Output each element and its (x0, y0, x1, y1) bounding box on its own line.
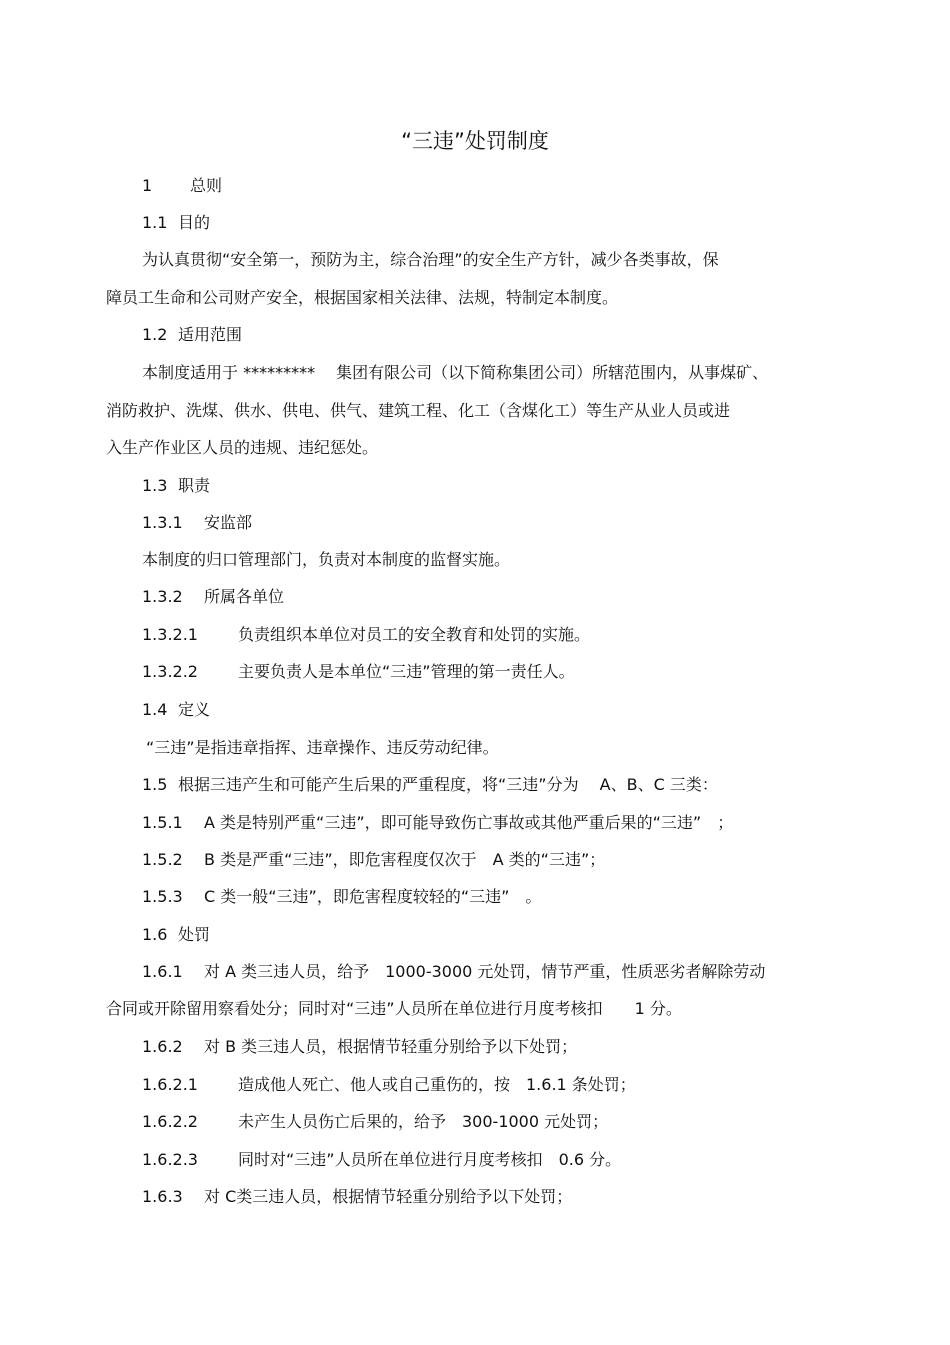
section-number: 1.6 (142, 925, 168, 944)
item-1-6-2-1 (142, 1073, 636, 1097)
heading-1-3 (142, 474, 210, 498)
heading-1-2 (142, 323, 242, 347)
item-text: C 类一般“三违”，即危害程度较轻的“三违” 。 (204, 887, 542, 906)
section-title: 总则 (190, 176, 223, 195)
item-1-6-2 (142, 1035, 577, 1059)
paragraph-text: 合同或开除留用察看处分；同时对“三违”人员所在单位进行月度考核扣 1 分。 (106, 999, 682, 1018)
section-number: 1.3 (142, 476, 168, 495)
paragraph-text: “三违”是指违章指挥、违章操作、违反劳动纪律。 (146, 738, 499, 757)
paragraph-text: 入生产作业区人员的违规、违纪惩处。 (106, 438, 379, 457)
section-number: 1.3.2.1 (142, 625, 198, 644)
item-1-6-2-2 (142, 1110, 608, 1134)
section-number: 1.4 (142, 700, 168, 719)
item-1-6-2-3 (142, 1148, 621, 1172)
paragraph-line (142, 248, 719, 272)
item-1-6-1 (142, 960, 765, 984)
item-1-6-3 (142, 1185, 572, 1209)
page-title: “三违”处罚制度 (401, 129, 549, 153)
item-1-5 (142, 773, 718, 797)
section-number: 1.5.3 (142, 887, 183, 906)
section-number: 1.6.3 (142, 1187, 183, 1206)
item-text: 对 B 类三违人员，根据情节轻重分别给予以下处罚； (204, 1037, 578, 1056)
section-title: 定义 (178, 700, 211, 719)
heading-1-3-1 (142, 511, 252, 535)
section-number: 1.6.2.3 (142, 1150, 198, 1169)
paragraph-line (106, 997, 682, 1021)
paragraph-text: 为认真贯彻“安全第一，预防为主，综合治理”的安全生产方针，减少各类事故，保 (142, 250, 719, 269)
section-title: 职责 (178, 476, 211, 495)
heading-1-1 (142, 211, 210, 235)
paragraph-line (106, 436, 378, 460)
section-number: 1.3.1 (142, 513, 183, 532)
item-1-5-3 (142, 885, 541, 909)
paragraph-text: 本制度适用于 ********* 集团有限公司（以下简称集团公司）所辖范围内，从事煤矿、 (142, 363, 769, 382)
item-1-3-2-2 (142, 660, 575, 684)
paragraph-line (142, 361, 768, 385)
paragraph-line (142, 548, 510, 572)
item-1-3-2-1 (142, 623, 590, 647)
item-text: 对 A 类三违人员，给予 1000-3000 元处罚，情节严重，性质恶劣者解除劳动 (204, 962, 766, 981)
item-text: 造成他人死亡、他人或自己重伤的，按 1.6.1 条处罚； (238, 1075, 636, 1094)
heading-1-4 (142, 698, 210, 722)
section-number: 1.6.1 (142, 962, 183, 981)
item-text: 对 C类三违人员，根据情节轻重分别给予以下处罚； (204, 1187, 573, 1206)
section-number: 1.5 (142, 775, 168, 794)
section-title: 所属各单位 (204, 587, 285, 606)
section-number: 1.5.1 (142, 813, 183, 832)
section-number: 1.6.2.2 (142, 1112, 198, 1131)
paragraph-text: 本制度的归口管理部门，负责对本制度的监督实施。 (142, 550, 511, 569)
section-number: 1.6.2.1 (142, 1075, 198, 1094)
section-number: 1 (142, 176, 153, 195)
paragraph-text: 障员工生命和公司财产安全，根据国家相关法律、法规，特制定本制度。 (106, 288, 619, 307)
section-number: 1.5.2 (142, 850, 183, 869)
item-1-5-1 (142, 811, 733, 835)
item-text: 主要负责人是本单位“三违”管理的第一责任人。 (238, 662, 575, 681)
heading-1-3-2 (142, 585, 284, 609)
section-number: 1.1 (142, 213, 168, 232)
section-number: 1.3.2 (142, 587, 183, 606)
item-text: A 类是特别严重“三违”，即可能导致伤亡事故或其他严重后果的“三违” ； (204, 813, 734, 832)
section-number: 1.3.2.2 (142, 662, 198, 681)
item-1-5-2 (142, 848, 605, 872)
item-text: 负责组织本单位对员工的安全教育和处罚的实施。 (238, 625, 591, 644)
paragraph-line (146, 736, 499, 760)
paragraph-text: 消防救护、洗煤、供水、供电、供气、建筑工程、化工（含煤化工）等生产从业人员或进 (106, 401, 731, 420)
item-text: 未产生人员伤亡后果的，给予 300-1000 元处罚； (238, 1112, 609, 1131)
item-text: B 类是严重“三违”，即危害程度仅次于 A 类的“三违”； (204, 850, 606, 869)
heading-1 (142, 174, 222, 198)
section-title: 安监部 (204, 513, 253, 532)
paragraph-line (106, 399, 730, 423)
section-title: 目的 (178, 213, 211, 232)
heading-1-6 (142, 923, 210, 947)
section-title: 适用范围 (178, 325, 243, 344)
section-number: 1.6.2 (142, 1037, 183, 1056)
section-title: 处罚 (178, 925, 211, 944)
paragraph-line (106, 286, 618, 310)
item-text: 同时对“三违”人员所在单位进行月度考核扣 0.6 分。 (238, 1150, 622, 1169)
item-text: 根据三违产生和可能产生后果的严重程度，将“三违”分为 A、B、C 三类： (178, 775, 718, 794)
section-number: 1.2 (142, 325, 168, 344)
